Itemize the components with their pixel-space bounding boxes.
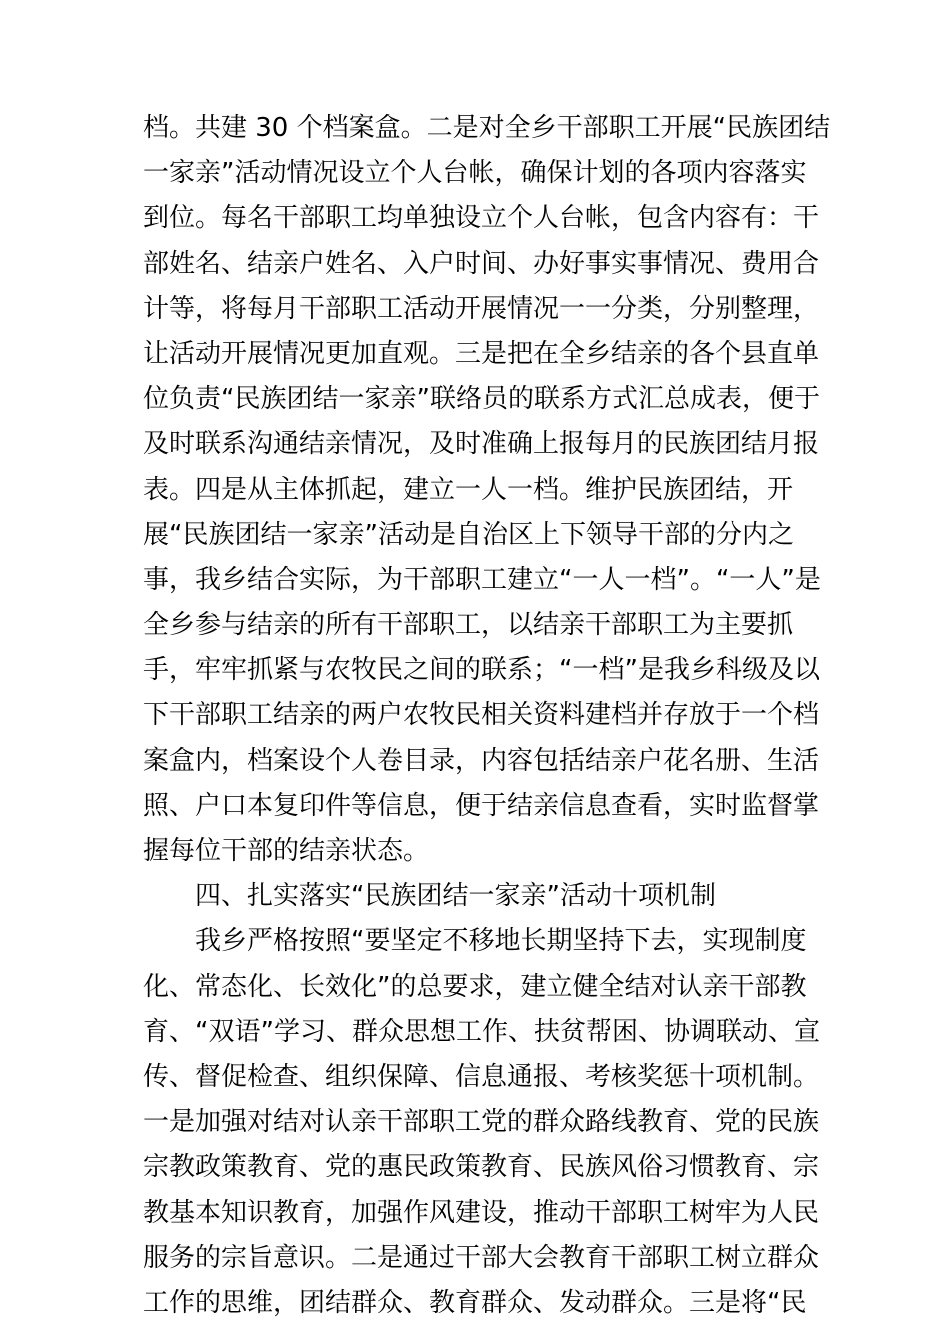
text-line: 位负责“民族团结一家亲”联络员的联系方式汇总成表，便于: [143, 384, 820, 415]
text-line: 部姓名、结亲户姓名、入户时间、办好事实事情况、费用合: [143, 248, 820, 279]
text-line: 工作的思维，团结群众、教育群众、发动群众。三是将“民: [143, 1287, 807, 1318]
text-line: 手，牢牢抓紧与农牧民之间的联系；“一档”是我乡科级及以: [143, 655, 820, 686]
text-line: 握每位干部的结亲状态。: [143, 836, 430, 866]
text-line: 一是加强对结对认亲干部职工党的群众路线教育、党的民族: [143, 1107, 820, 1138]
section-heading: 四、扎实落实“民族团结一家亲”活动十项机制: [195, 881, 716, 912]
text-line: 让活动开展情况更加直观。三是把在全乡结亲的各个县直单: [143, 338, 820, 369]
text-line: 到位。每名干部职工均单独设立个人台帐，包含内容有：干: [143, 203, 820, 234]
text-line: 育、“双语”学习、群众思想工作、扶贫帮困、协调联动、宣: [143, 1016, 820, 1047]
text-line: 下干部职工结亲的两户农牧民相关资料建档并存放于一个档: [143, 700, 820, 731]
text-line: 案盒内，档案设个人卷目录，内容包括结亲户花名册、生活: [143, 745, 820, 776]
text-line: 一家亲”活动情况设立个人台帐，确保计划的各项内容落实: [143, 158, 807, 189]
body-text: [143, 106, 831, 1326]
text-line: 传、督促检查、组织保障、信息通报、考核奖惩十项机制。: [143, 1061, 820, 1092]
text-line: 服务的宗旨意识。二是通过干部大会教育干部职工树立群众: [143, 1242, 820, 1273]
text-line: 照、户口本复印件等信息，便于结亲信息查看，实时监督掌: [143, 790, 820, 821]
text-line: 及时联系沟通结亲情况，及时准确上报每月的民族团结月报: [143, 429, 820, 460]
text-line: 展“民族团结一家亲”活动是自治区上下领导干部的分内之: [143, 519, 794, 550]
text-line: 事，我乡结合实际，为干部职工建立“一人一档”。“一人”是: [143, 564, 821, 595]
text-line: 档。共建 30 个档案盒。二是对全乡干部职工开展“民族团结: [143, 113, 831, 143]
text-line: 全乡参与结亲的所有干部职工，以结亲干部职工为主要抓: [143, 610, 794, 641]
text-line: 我乡严格按照“要坚定不移地长期坚持下去，实现制度: [195, 926, 807, 957]
text-line: 化、常态化、长效化”的总要求，建立健全结对认亲干部教: [143, 971, 807, 1002]
text-line: 教基本知识教育，加强作风建设，推动干部职工树牢为人民: [143, 1197, 820, 1228]
text-line: 宗教政策教育、党的惠民政策教育、民族风俗习惯教育、宗: [143, 1152, 820, 1183]
text-line: 表。四是从主体抓起，建立一人一档。维护民族团结，开: [143, 474, 794, 505]
text-line: 计等，将每月干部职工活动开展情况一一分类，分别整理，: [143, 293, 820, 324]
